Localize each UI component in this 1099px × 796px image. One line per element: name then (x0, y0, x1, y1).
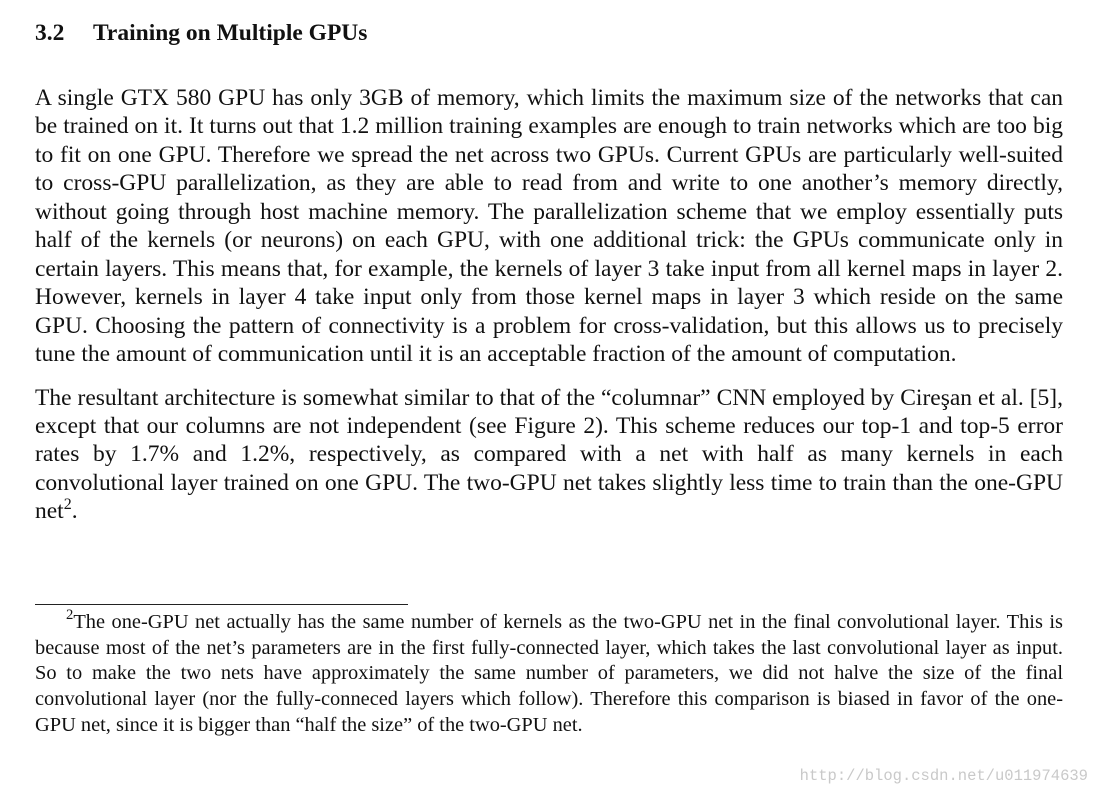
section-title: Training on Multiple GPUs (93, 20, 368, 46)
section-heading (35, 16, 1063, 50)
paragraph-text: A single GTX 580 GPU has only 3GB of memory, which limits the maximum size of the networks that can be trained on it. It turns out that 1.2 million training examples are enough to train networks which are too big to fit on one GPU. Therefore we spread the net across two GPUs. Current GPUs are particularly well-suited to cross-GPU parallelization, as they are able to read from and write to one another’s memory directly, without going through host machine memory. The parallelization scheme that we employ essentially puts half of the kernels (or neurons) on each GPU, with one additional trick: the GPUs communicate only in certain layers. This means that, for example, the kernels of layer 3 take input from all kernel maps in layer 2. However, kernels in layer 4 take input only from those kernel maps in layer 3 which reside on the same GPU. Choosing the pattern of connectivity is a problem for cross-validation, but this allows us to precisely tune the amount of communication until it is an acceptable fraction of the amount of computation. (35, 85, 1063, 368)
section-number: 3.2 (35, 20, 65, 46)
paragraph-text: The resultant architecture is somewhat similar to that of the “columnar” CNN employed by Cireşan et al. [5], except that our columns are not independent (see Figure 2). This scheme reduces our top-1 and top-5 error rates by 1.7% and 1.2%, respectively, as compared with a net with half as many kernels in each convolutional layer trained on one GPU. The two-GPU net takes slightly less time to train than the one-GPU net (35, 384, 1063, 525)
paper-page (35, 16, 1063, 526)
footnote-separator (35, 604, 408, 605)
footnote (35, 606, 1063, 739)
watermark-url: http://blog.csdn.net/u011974639 (799, 767, 1088, 785)
footnote-text: The one-GPU net actually has the same number of kernels as the two-GPU net in the final convolutional layer. This is because most of the net’s parameters are in the first fully-connected layer, which takes the last convolutional layer as input. So to make the two nets have approximately the same number of parameters, we did not halve the size of the final convolutional layer (nor the fully-conneced layers which follow). Therefore this comparison is biased in favor of the one-GPU net, since it is bigger than “half the size” of the two-GPU net. (35, 611, 1063, 736)
paragraph-multi-gpu-memory (35, 84, 1063, 369)
paragraph-architecture-results (35, 384, 1063, 526)
footnote-reference: 2 (63, 496, 72, 514)
footnote-marker: 2 (66, 606, 74, 623)
paragraph-ending-punctuation: . (71, 498, 78, 525)
